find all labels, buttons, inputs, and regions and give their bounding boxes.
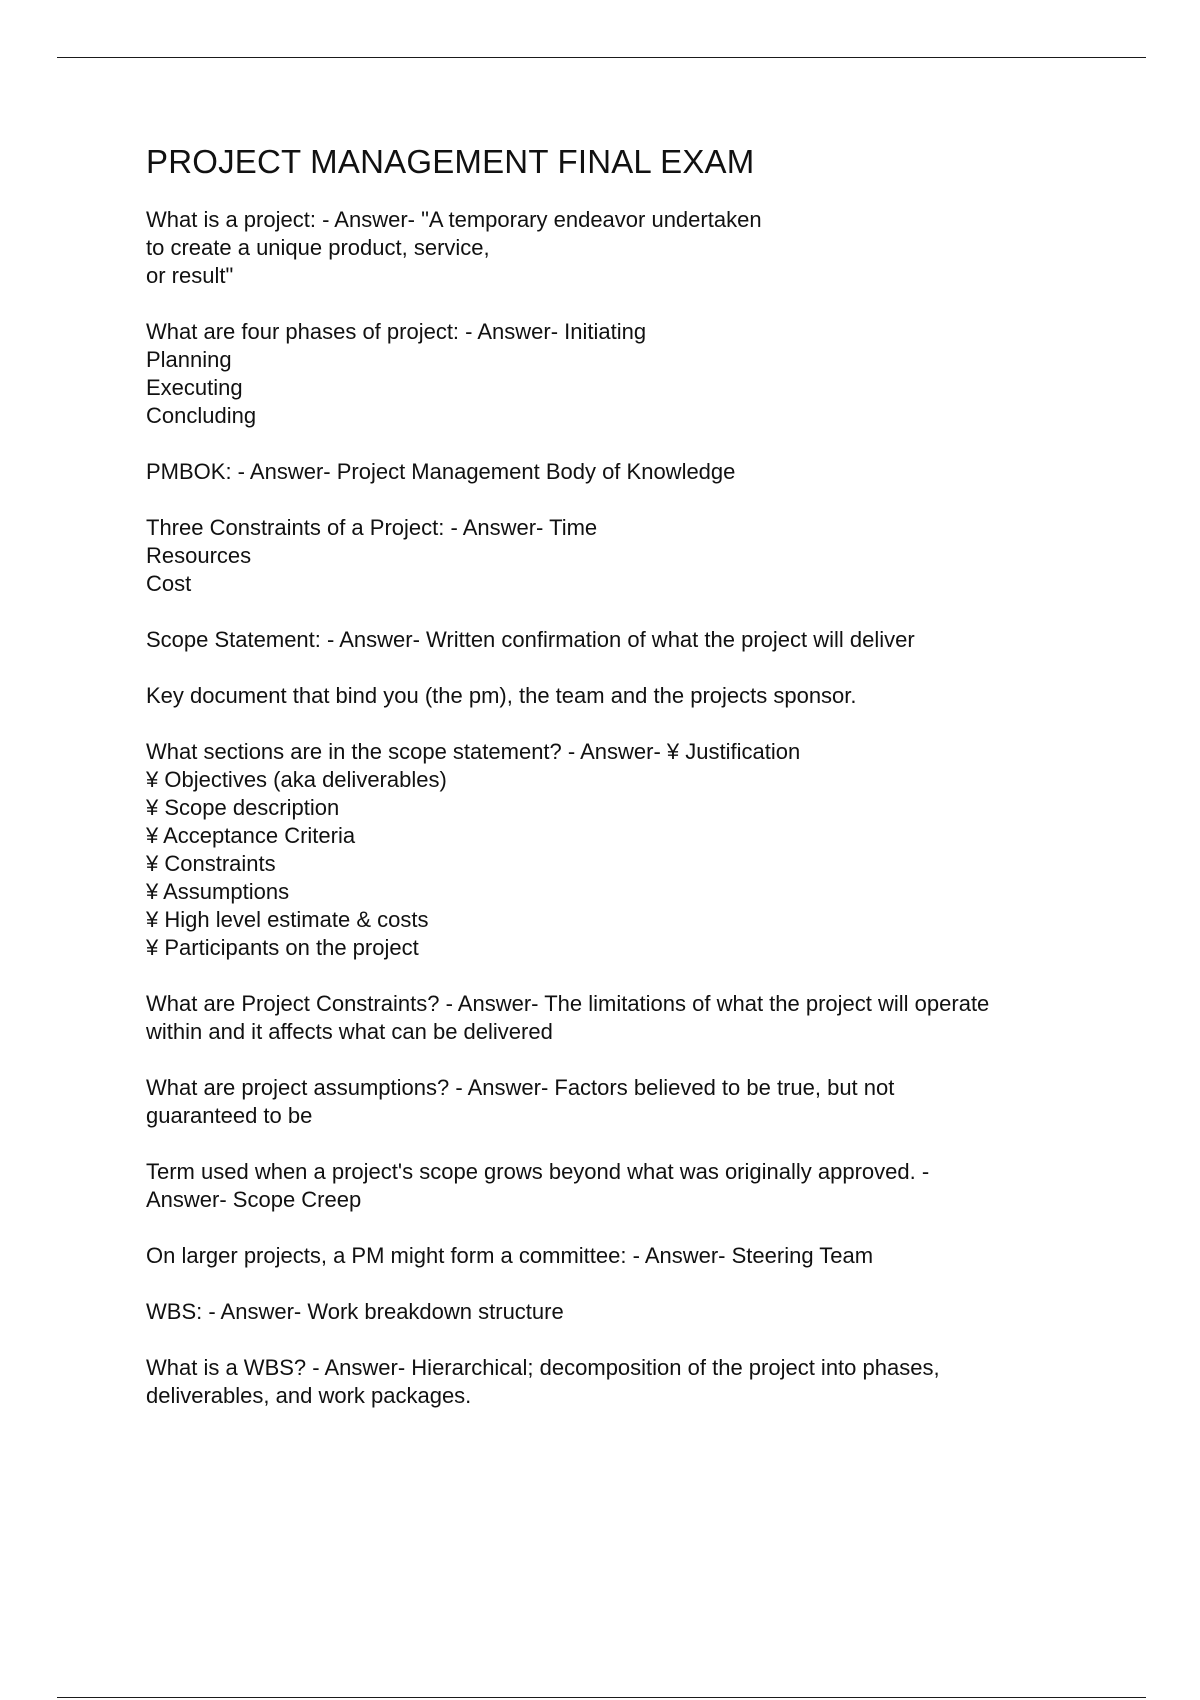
document-title: PROJECT MANAGEMENT FINAL EXAM (146, 143, 755, 180)
qa-entry: Three Constraints of a Project: - Answer- Time Resources Cost (146, 515, 598, 596)
qa-entry: What sections are in the scope statement? - Answer- ¥ Justification ¥ Objectives (aka deliverables) ¥ Scope description ¥ Acceptance Criteria ¥ Constraints ¥ Assumptions ¥ High level estimate & costs ¥ Participants on the project (146, 739, 801, 960)
qa-entry: Term used when a project's scope grows beyond what was originally approved. - Answer- Scope Creep (146, 1159, 930, 1212)
qa-entry: WBS: - Answer- Work breakdown structure (146, 1299, 564, 1324)
qa-entry: Scope Statement: - Answer- Written confirmation of what the project will deliver (146, 627, 915, 652)
qa-entry: What is a WBS? - Answer- Hierarchical; decomposition of the project into phases, deliverables, and work packages. (146, 1355, 940, 1408)
qa-entry: On larger projects, a PM might form a committee: - Answer- Steering Team (146, 1243, 874, 1268)
qa-entry: What are project assumptions? - Answer- Factors believed to be true, but not guaranteed to be (146, 1075, 895, 1128)
qa-entry: What are Project Constraints? - Answer- The limitations of what the project will operate within and it affects what can be delivered (146, 991, 990, 1044)
top-divider (57, 57, 1146, 58)
qa-entry: PMBOK: - Answer- Project Management Body of Knowledge (146, 459, 736, 484)
bottom-divider (57, 1697, 1146, 1698)
qa-entry: Key document that bind you (the pm), the team and the projects sponsor. (146, 683, 857, 708)
qa-entry: What are four phases of project: - Answer- Initiating Planning Executing Concluding (146, 319, 647, 428)
qa-entry: What is a project: - Answer- "A temporary endeavor undertaken to create a unique product, service, or result" (146, 207, 762, 288)
document-body (146, 142, 1086, 1438)
